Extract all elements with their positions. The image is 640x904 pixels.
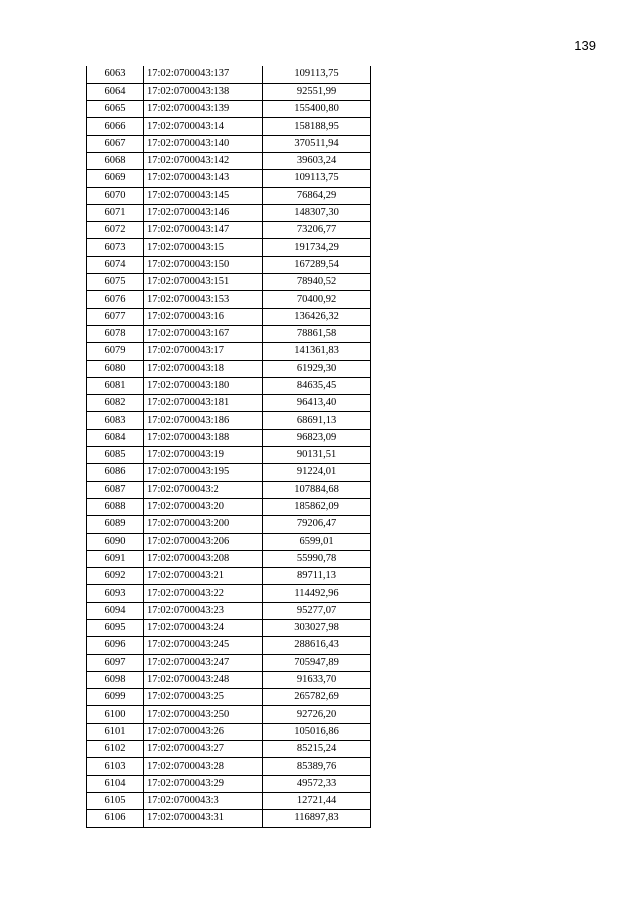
cadastral-value-cell: 158188,95 <box>263 118 371 135</box>
row-number-cell: 6102 <box>87 741 144 758</box>
cadastral-value-cell: 705947,89 <box>263 654 371 671</box>
cadastral-number-cell: 17:02:0700043:26 <box>144 723 263 740</box>
cadastral-value-cell: 55990,78 <box>263 550 371 567</box>
cadastral-value-cell: 303027,98 <box>263 620 371 637</box>
table-row <box>87 447 371 464</box>
table-row <box>87 516 371 533</box>
cadastral-number-cell: 17:02:0700043:15 <box>144 239 263 256</box>
cadastral-number-cell: 17:02:0700043:16 <box>144 308 263 325</box>
cadastral-value-cell: 288616,43 <box>263 637 371 654</box>
table-row <box>87 343 371 360</box>
table-row <box>87 706 371 723</box>
cadastral-number-cell: 17:02:0700043:29 <box>144 775 263 792</box>
table-row <box>87 204 371 221</box>
row-number-cell: 6100 <box>87 706 144 723</box>
row-number-cell: 6091 <box>87 550 144 567</box>
cadastral-number-cell: 17:02:0700043:27 <box>144 741 263 758</box>
table-row <box>87 118 371 135</box>
cadastral-value-cell: 61929,30 <box>263 360 371 377</box>
cadastral-value-cell: 90131,51 <box>263 447 371 464</box>
row-number-cell: 6073 <box>87 239 144 256</box>
table-row <box>87 66 371 83</box>
table-row <box>87 222 371 239</box>
cadastral-value-cell: 92726,20 <box>263 706 371 723</box>
cadastral-number-cell: 17:02:0700043:140 <box>144 135 263 152</box>
cadastral-value-cell: 155400,80 <box>263 101 371 118</box>
cadastral-value-cell: 6599,01 <box>263 533 371 550</box>
row-number-cell: 6101 <box>87 723 144 740</box>
row-number-cell: 6069 <box>87 170 144 187</box>
cadastral-number-cell: 17:02:0700043:14 <box>144 118 263 135</box>
table-row <box>87 395 371 412</box>
cadastral-number-cell: 17:02:0700043:206 <box>144 533 263 550</box>
row-number-cell: 6064 <box>87 83 144 100</box>
cadastral-value-cell: 109113,75 <box>263 66 371 83</box>
cadastral-value-cell: 141361,83 <box>263 343 371 360</box>
cadastral-value-cell: 79206,47 <box>263 516 371 533</box>
table-row <box>87 758 371 775</box>
cadastral-number-cell: 17:02:0700043:153 <box>144 291 263 308</box>
cadastral-value-cell: 85215,24 <box>263 741 371 758</box>
table-row <box>87 533 371 550</box>
cadastral-number-cell: 17:02:0700043:24 <box>144 620 263 637</box>
table-row <box>87 498 371 515</box>
row-number-cell: 6070 <box>87 187 144 204</box>
row-number-cell: 6106 <box>87 810 144 827</box>
cadastral-number-cell: 17:02:0700043:19 <box>144 447 263 464</box>
table-row <box>87 810 371 827</box>
cadastral-value-cell: 109113,75 <box>263 170 371 187</box>
row-number-cell: 6066 <box>87 118 144 135</box>
cadastral-number-cell: 17:02:0700043:200 <box>144 516 263 533</box>
table-row <box>87 585 371 602</box>
table-row <box>87 741 371 758</box>
cadastral-value-cell: 73206,77 <box>263 222 371 239</box>
row-number-cell: 6068 <box>87 152 144 169</box>
row-number-cell: 6103 <box>87 758 144 775</box>
cadastral-number-cell: 17:02:0700043:22 <box>144 585 263 602</box>
cadastral-value-cell: 96413,40 <box>263 395 371 412</box>
cadastral-number-cell: 17:02:0700043:250 <box>144 706 263 723</box>
table-row <box>87 239 371 256</box>
cadastral-number-cell: 17:02:0700043:17 <box>144 343 263 360</box>
table-row <box>87 481 371 498</box>
table-row <box>87 256 371 273</box>
table-row <box>87 325 371 342</box>
table-body <box>87 66 371 827</box>
row-number-cell: 6065 <box>87 101 144 118</box>
cadastral-number-cell: 17:02:0700043:147 <box>144 222 263 239</box>
table-row <box>87 187 371 204</box>
cadastral-value-cell: 370511,94 <box>263 135 371 152</box>
cadastral-number-cell: 17:02:0700043:247 <box>144 654 263 671</box>
cadastral-value-cell: 84635,45 <box>263 377 371 394</box>
table-row <box>87 550 371 567</box>
cadastral-value-cell: 167289,54 <box>263 256 371 273</box>
cadastral-number-cell: 17:02:0700043:195 <box>144 464 263 481</box>
cadastral-number-cell: 17:02:0700043:208 <box>144 550 263 567</box>
cadastral-number-cell: 17:02:0700043:139 <box>144 101 263 118</box>
cadastral-number-cell: 17:02:0700043:143 <box>144 170 263 187</box>
cadastral-value-cell: 92551,99 <box>263 83 371 100</box>
table-row <box>87 377 371 394</box>
row-number-cell: 6087 <box>87 481 144 498</box>
row-number-cell: 6081 <box>87 377 144 394</box>
row-number-cell: 6099 <box>87 689 144 706</box>
table-row <box>87 308 371 325</box>
cadastral-number-cell: 17:02:0700043:167 <box>144 325 263 342</box>
table-row <box>87 170 371 187</box>
cadastral-value-cell: 91633,70 <box>263 671 371 688</box>
row-number-cell: 6063 <box>87 66 144 83</box>
table-row <box>87 135 371 152</box>
row-number-cell: 6072 <box>87 222 144 239</box>
cadastral-value-cell: 265782,69 <box>263 689 371 706</box>
table-row <box>87 291 371 308</box>
row-number-cell: 6085 <box>87 447 144 464</box>
table-row <box>87 792 371 809</box>
cadastral-value-cell: 148307,30 <box>263 204 371 221</box>
cadastral-value-cell: 76864,29 <box>263 187 371 204</box>
row-number-cell: 6088 <box>87 498 144 515</box>
row-number-cell: 6084 <box>87 429 144 446</box>
cadastral-number-cell: 17:02:0700043:145 <box>144 187 263 204</box>
row-number-cell: 6094 <box>87 602 144 619</box>
cadastral-value-cell: 70400,92 <box>263 291 371 308</box>
cadastral-value-table <box>86 66 371 828</box>
row-number-cell: 6086 <box>87 464 144 481</box>
row-number-cell: 6079 <box>87 343 144 360</box>
cadastral-number-cell: 17:02:0700043:31 <box>144 810 263 827</box>
row-number-cell: 6098 <box>87 671 144 688</box>
cadastral-value-cell: 96823,09 <box>263 429 371 446</box>
row-number-cell: 6093 <box>87 585 144 602</box>
row-number-cell: 6080 <box>87 360 144 377</box>
row-number-cell: 6090 <box>87 533 144 550</box>
cadastral-value-cell: 78861,58 <box>263 325 371 342</box>
table-row <box>87 637 371 654</box>
table-row <box>87 602 371 619</box>
cadastral-number-cell: 17:02:0700043:180 <box>144 377 263 394</box>
cadastral-value-cell: 136426,32 <box>263 308 371 325</box>
cadastral-number-cell: 17:02:0700043:142 <box>144 152 263 169</box>
cadastral-value-cell: 89711,13 <box>263 568 371 585</box>
cadastral-value-cell: 105016,86 <box>263 723 371 740</box>
cadastral-number-cell: 17:02:0700043:23 <box>144 602 263 619</box>
row-number-cell: 6074 <box>87 256 144 273</box>
cadastral-value-cell: 39603,24 <box>263 152 371 169</box>
cadastral-number-cell: 17:02:0700043:2 <box>144 481 263 498</box>
table-row <box>87 412 371 429</box>
table-row <box>87 360 371 377</box>
cadastral-number-cell: 17:02:0700043:186 <box>144 412 263 429</box>
row-number-cell: 6097 <box>87 654 144 671</box>
table-row <box>87 568 371 585</box>
table-row <box>87 274 371 291</box>
table-row <box>87 654 371 671</box>
row-number-cell: 6075 <box>87 274 144 291</box>
table-row <box>87 101 371 118</box>
table-row <box>87 620 371 637</box>
row-number-cell: 6082 <box>87 395 144 412</box>
table-row <box>87 83 371 100</box>
cadastral-number-cell: 17:02:0700043:248 <box>144 671 263 688</box>
row-number-cell: 6078 <box>87 325 144 342</box>
table-row <box>87 689 371 706</box>
page-number: 139 <box>574 38 596 53</box>
row-number-cell: 6105 <box>87 792 144 809</box>
cadastral-value-cell: 107884,68 <box>263 481 371 498</box>
cadastral-value-cell: 78940,52 <box>263 274 371 291</box>
cadastral-number-cell: 17:02:0700043:188 <box>144 429 263 446</box>
cadastral-value-cell: 191734,29 <box>263 239 371 256</box>
cadastral-number-cell: 17:02:0700043:137 <box>144 66 263 83</box>
row-number-cell: 6083 <box>87 412 144 429</box>
row-number-cell: 6092 <box>87 568 144 585</box>
table-row <box>87 429 371 446</box>
cadastral-number-cell: 17:02:0700043:150 <box>144 256 263 273</box>
cadastral-value-cell: 95277,07 <box>263 602 371 619</box>
row-number-cell: 6077 <box>87 308 144 325</box>
table-row <box>87 775 371 792</box>
cadastral-value-cell: 185862,09 <box>263 498 371 515</box>
cadastral-number-cell: 17:02:0700043:21 <box>144 568 263 585</box>
table-row <box>87 723 371 740</box>
cadastral-number-cell: 17:02:0700043:20 <box>144 498 263 515</box>
cadastral-number-cell: 17:02:0700043:18 <box>144 360 263 377</box>
cadastral-value-cell: 12721,44 <box>263 792 371 809</box>
row-number-cell: 6071 <box>87 204 144 221</box>
cadastral-value-cell: 114492,96 <box>263 585 371 602</box>
cadastral-number-cell: 17:02:0700043:28 <box>144 758 263 775</box>
cadastral-number-cell: 17:02:0700043:151 <box>144 274 263 291</box>
cadastral-value-cell: 68691,13 <box>263 412 371 429</box>
table-row <box>87 671 371 688</box>
row-number-cell: 6096 <box>87 637 144 654</box>
cadastral-value-cell: 116897,83 <box>263 810 371 827</box>
cadastral-number-cell: 17:02:0700043:3 <box>144 792 263 809</box>
table-row <box>87 152 371 169</box>
table-row <box>87 464 371 481</box>
cadastral-value-cell: 49572,33 <box>263 775 371 792</box>
row-number-cell: 6089 <box>87 516 144 533</box>
cadastral-number-cell: 17:02:0700043:25 <box>144 689 263 706</box>
cadastral-number-cell: 17:02:0700043:181 <box>144 395 263 412</box>
row-number-cell: 6104 <box>87 775 144 792</box>
cadastral-value-cell: 85389,76 <box>263 758 371 775</box>
cadastral-value-cell: 91224,01 <box>263 464 371 481</box>
row-number-cell: 6067 <box>87 135 144 152</box>
cadastral-number-cell: 17:02:0700043:245 <box>144 637 263 654</box>
cadastral-number-cell: 17:02:0700043:146 <box>144 204 263 221</box>
cadastral-number-cell: 17:02:0700043:138 <box>144 83 263 100</box>
row-number-cell: 6095 <box>87 620 144 637</box>
row-number-cell: 6076 <box>87 291 144 308</box>
